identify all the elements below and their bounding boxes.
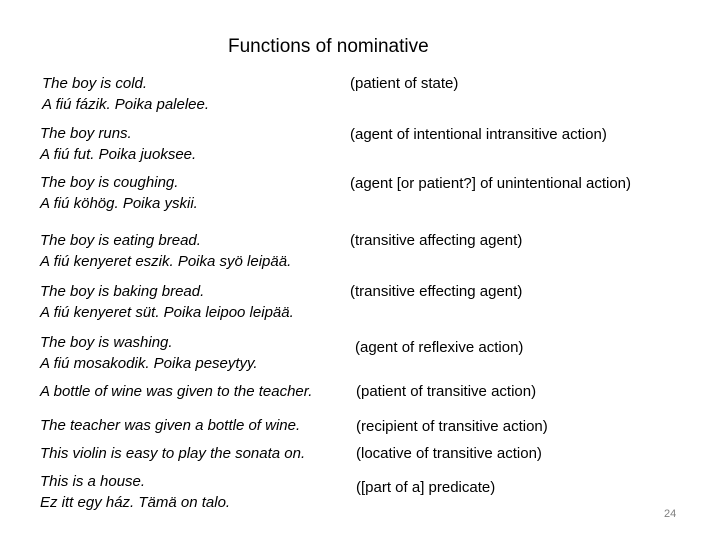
example-3	[40, 230, 291, 272]
example-6-line-english: A bottle of wine was given to the teacher.	[40, 383, 313, 400]
example-1-line-translation: A fiú fut. Poika juoksee.	[40, 146, 197, 163]
example-1-line-english: The boy runs.	[40, 125, 132, 142]
example-5	[40, 332, 258, 374]
function-4: (transitive effecting agent)	[350, 283, 523, 300]
function-0: (patient of state)	[350, 75, 459, 92]
example-3-line-translation: A fiú kenyeret eszik. Poika syö leipää.	[40, 253, 292, 270]
page-number: 24	[664, 508, 677, 520]
example-7-line-english: The teacher was given a bottle of wine.	[40, 417, 301, 434]
function-5: (agent of reflexive action)	[355, 339, 524, 356]
example-2-line-english: The boy is coughing.	[40, 174, 179, 191]
example-1	[40, 123, 196, 165]
example-2-line-translation: A fiú köhög. Poika yskii.	[40, 195, 198, 212]
function-9: ([part of a] predicate)	[356, 479, 496, 496]
example-4-line-translation: A fiú kenyeret süt. Poika leipoo leipää.	[40, 304, 294, 321]
function-7: (recipient of transitive action)	[356, 418, 548, 435]
example-5-line-english: The boy is washing.	[40, 334, 173, 351]
example-4-line-english: The boy is baking bread.	[40, 283, 205, 300]
example-0-line-translation: A fiú fázik. Poika palelee.	[42, 96, 210, 113]
example-9-line-translation: Ez itt egy ház. Tämä on talo.	[40, 494, 231, 511]
function-2: (agent [or patient?] of unintentional action)	[350, 175, 632, 192]
example-0	[42, 73, 209, 115]
example-7	[40, 415, 300, 436]
function-1: (agent of intentional intransitive action)	[350, 126, 607, 143]
function-6: (patient of transitive action)	[356, 383, 537, 400]
example-8-line-english: This violin is easy to play the sonata on.	[40, 445, 306, 462]
example-4	[40, 281, 294, 323]
example-2	[40, 172, 198, 214]
example-0-line-english: The boy is cold.	[42, 75, 148, 92]
slide-title: Functions of nominative	[228, 36, 429, 57]
example-3-line-english: The boy is eating bread.	[40, 232, 201, 249]
example-6	[40, 381, 312, 402]
example-9-line-english: This is a house.	[40, 473, 146, 490]
function-3: (transitive affecting agent)	[350, 232, 523, 249]
example-9	[40, 471, 230, 513]
example-8	[40, 443, 305, 464]
function-8: (locative of transitive action)	[356, 445, 542, 462]
example-5-line-translation: A fiú mosakodik. Poika peseytyy.	[40, 355, 258, 372]
